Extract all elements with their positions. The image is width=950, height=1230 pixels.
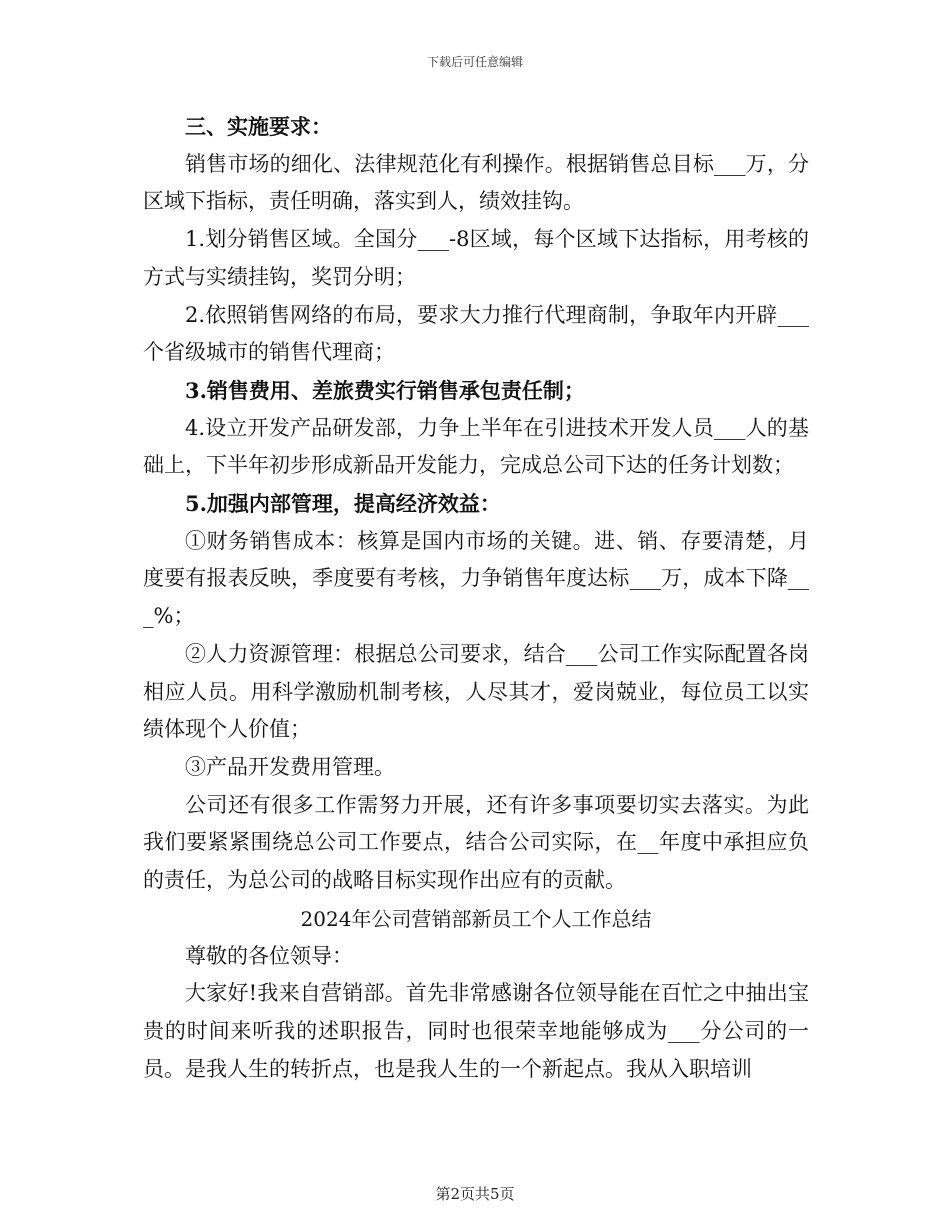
document-body (143, 108, 809, 1089)
salutation: 尊敬的各位领导： (185, 943, 353, 968)
paragraph-sub-1: ①财务销售成本：核算是国内市场的关键。进、销、存要清楚，月度要有报表反映，季度要有考核，力争销售年度达标___万，成本下降___%； (143, 528, 809, 629)
page-footer: 第2页共5页 (435, 1185, 515, 1203)
paragraph-item-4: 4.设立开发产品研发部，力争上半年在引进技术开发人员___人的基础上，下半年初步形成新品开发能力，完成总公司下达的任务计划数； (143, 415, 809, 478)
paragraph-sub-3: ③产品开发费用管理。 (185, 754, 395, 779)
document-title: 2024年公司营销部新员工个人工作总结 (300, 906, 652, 931)
paragraph-item-1: 1.划分销售区域。全国分___-8区域，每个区域下达指标，用考核的方式与实绩挂钩，奖罚分明； (143, 227, 809, 289)
paragraph-closing: 公司还有很多工作需努力开展，还有许多事项要切实去落实。为此我们要紧紧围绕总公司工作要点，结合公司实际，在__年度中承担应负的责任，为总公司的战略目标实现作出应有的贡献。 (143, 792, 809, 893)
paragraph-sub-2: ②人力资源管理：根据总公司要求，结合___公司工作实际配置各岗相应人员。用科学激励机制考核，人尽其才，爱岗兢业，每位员工以实绩体现个人价值； (143, 641, 809, 742)
page-header: 下载后可任意编辑 (426, 55, 523, 69)
paragraph-item-2: 2.依照销售网络的布局，要求大力推行代理商制，争取年内开辟___个省级城市的销售代理商； (143, 302, 809, 365)
paragraph-item-5: 5.加强内部管理，提高经济效益： (185, 491, 501, 517)
section-heading: 三、实施要求： (185, 114, 332, 139)
paragraph-market: 销售市场的细化、法律规范化有利操作。根据销售总目标___万，分区域下指标，责任明确，落实到人，绩效挂钩。 (143, 151, 809, 214)
paragraph-item-3: 3.销售费用、差旅费实行销售承包责任制； (185, 377, 585, 403)
paragraph-speech: 大家好!我来自营销部。首先非常感谢各位领导能在百忙之中抽出宝贵的时间来听我的述职报告，同时也很荣幸地能够成为___分公司的一员。是我人生的转折点，也是我人生的一个新起点。我从入职培训 (143, 981, 809, 1081)
